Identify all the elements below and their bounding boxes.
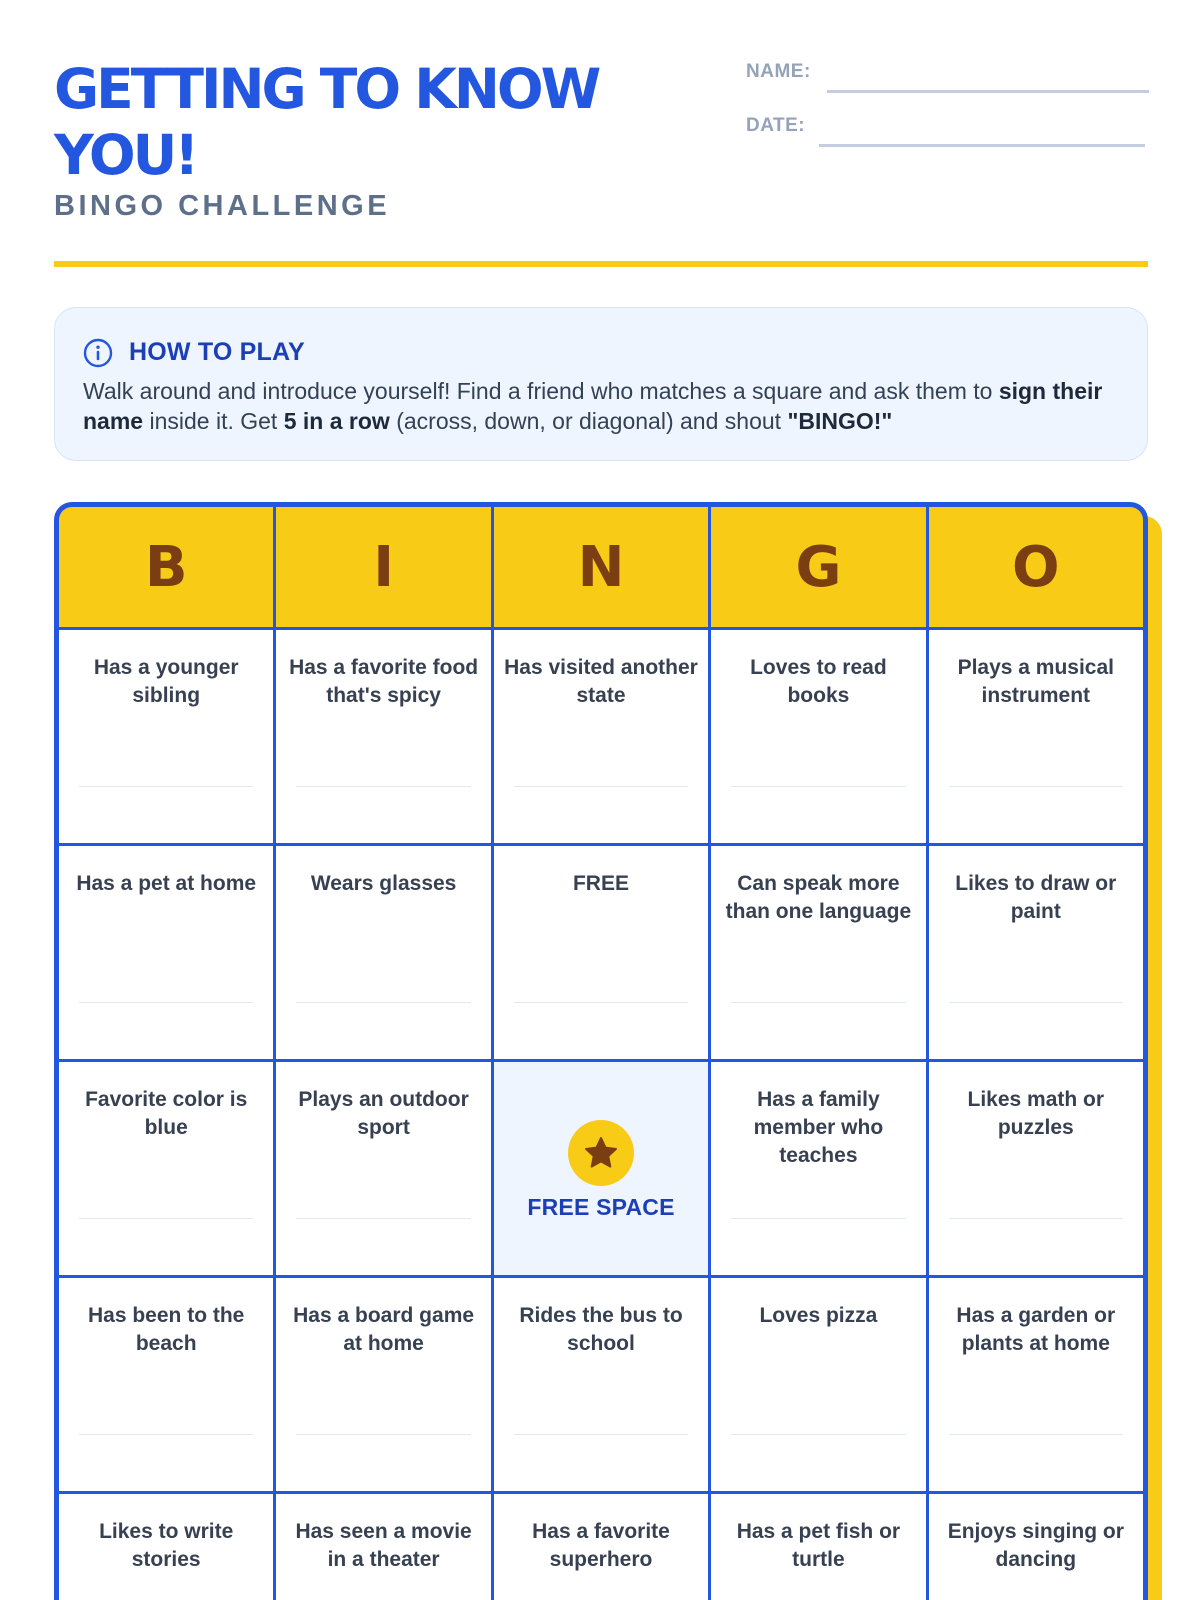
date-line[interactable] <box>819 124 1145 147</box>
name-field[interactable] <box>746 61 1149 83</box>
signature-line[interactable] <box>514 786 688 787</box>
bingo-square-prompt: Has a family member who teaches <box>753 1088 884 1167</box>
signature-line[interactable] <box>296 786 470 787</box>
bingo-square-prompt: Has a garden or plants at home <box>956 1304 1116 1355</box>
name-label: NAME: <box>746 61 811 82</box>
signature-line[interactable] <box>949 1002 1123 1003</box>
bingo-square-prompt: Enjoys singing or dancing <box>947 1520 1124 1571</box>
bingo-letter: G <box>711 507 925 627</box>
bingo-square[interactable] <box>711 1494 925 1600</box>
bingo-board <box>54 502 1148 1600</box>
bingo-square[interactable] <box>711 846 925 1059</box>
bingo-letter: I <box>276 507 490 627</box>
star-badge <box>568 1120 634 1186</box>
page-subtitle: BINGO CHALLENGE <box>54 190 391 222</box>
bingo-square-prompt: Has a pet fish or turtle <box>736 1520 901 1571</box>
bingo-letter-row <box>59 507 1143 627</box>
bingo-square-prompt: Plays an outdoor sport <box>298 1088 469 1139</box>
bingo-grid <box>59 630 1143 1600</box>
signature-line[interactable] <box>296 1002 470 1003</box>
bingo-letter: B <box>59 507 273 627</box>
bingo-square-prompt: Rides the bus to school <box>519 1304 683 1355</box>
signature-line[interactable] <box>731 786 905 787</box>
bingo-square[interactable] <box>276 630 490 843</box>
bingo-square[interactable] <box>494 1278 708 1491</box>
signature-line[interactable] <box>731 1434 905 1435</box>
bingo-square[interactable] <box>711 630 925 843</box>
free-space-cell <box>494 1062 708 1275</box>
bingo-square[interactable] <box>59 846 273 1059</box>
how-to-play-title: HOW TO PLAY <box>129 338 305 366</box>
bingo-square-prompt: Likes math or puzzles <box>967 1088 1105 1139</box>
bingo-square-prompt: Likes to write stories <box>99 1520 234 1571</box>
signature-line[interactable] <box>296 1218 470 1219</box>
bingo-square-prompt: Loves to read books <box>750 656 887 707</box>
signature-line[interactable] <box>79 786 253 787</box>
signature-line[interactable] <box>731 1002 905 1003</box>
bingo-square-prompt: FREE <box>572 872 629 895</box>
bingo-square-prompt: Favorite color is blue <box>85 1088 248 1139</box>
bingo-square[interactable] <box>929 1062 1143 1275</box>
date-field[interactable] <box>746 115 1145 137</box>
bingo-square[interactable] <box>276 1278 490 1491</box>
bingo-square-prompt: Has been to the beach <box>88 1304 245 1355</box>
bingo-square[interactable] <box>494 846 708 1059</box>
how-to-play-panel <box>54 307 1148 461</box>
how-to-play-instructions: Walk around and introduce yourself! Find a friend who matches a square and ask them to sign their name inside it. Get 5 in a row (across, down, or diagonal) and shout "BINGO!" <box>83 378 1103 434</box>
bingo-square[interactable] <box>59 630 273 843</box>
star-icon <box>582 1134 620 1172</box>
bingo-square-prompt: Has seen a movie in a theater <box>295 1520 472 1571</box>
bingo-square-prompt: Has a favorite superhero <box>532 1520 670 1571</box>
bingo-square[interactable] <box>711 1278 925 1491</box>
signature-line[interactable] <box>949 786 1123 787</box>
bingo-square-prompt: Has a board game at home <box>293 1304 475 1355</box>
bingo-square-prompt: Has visited another state <box>504 656 698 707</box>
bingo-square-prompt: Has a younger sibling <box>93 656 239 707</box>
signature-line[interactable] <box>79 1218 253 1219</box>
date-label: DATE: <box>746 115 806 136</box>
bingo-square-prompt: Has a pet at home <box>76 872 257 895</box>
bingo-square[interactable] <box>59 1494 273 1600</box>
info-icon <box>83 338 113 368</box>
bingo-square-prompt: Plays a musical instrument <box>957 656 1114 707</box>
bingo-square-prompt: Loves pizza <box>759 1304 878 1327</box>
signature-line[interactable] <box>949 1218 1123 1219</box>
bingo-square-prompt: Has a favorite food that's spicy <box>289 656 479 707</box>
bingo-square-prompt: Wears glasses <box>310 872 457 895</box>
bingo-square-prompt: Can speak more than one language <box>725 872 912 923</box>
bingo-letter: O <box>929 507 1143 627</box>
bingo-square[interactable] <box>929 1494 1143 1600</box>
bingo-square[interactable] <box>494 1494 708 1600</box>
signature-line[interactable] <box>514 1002 688 1003</box>
bingo-square[interactable] <box>276 846 490 1059</box>
signature-line[interactable] <box>296 1434 470 1435</box>
signature-line[interactable] <box>731 1218 905 1219</box>
signature-line[interactable] <box>514 1434 688 1435</box>
bingo-square[interactable] <box>929 1278 1143 1491</box>
bingo-letter: N <box>494 507 708 627</box>
page-title: GETTING TO KNOW YOU! <box>54 57 599 187</box>
bingo-square[interactable] <box>59 1062 273 1275</box>
signature-line[interactable] <box>79 1002 253 1003</box>
signature-line[interactable] <box>79 1434 253 1435</box>
bingo-square-prompt: Likes to draw or paint <box>955 872 1117 923</box>
bingo-square[interactable] <box>929 630 1143 843</box>
signature-line[interactable] <box>949 1434 1123 1435</box>
bingo-square[interactable] <box>276 1494 490 1600</box>
bingo-square[interactable] <box>276 1062 490 1275</box>
bingo-square[interactable] <box>59 1278 273 1491</box>
free-space-label: FREE SPACE <box>527 1194 675 1220</box>
bingo-square[interactable] <box>711 1062 925 1275</box>
header-divider <box>54 261 1148 267</box>
bingo-square[interactable] <box>494 630 708 843</box>
name-line[interactable] <box>827 70 1149 93</box>
bingo-square[interactable] <box>929 846 1143 1059</box>
